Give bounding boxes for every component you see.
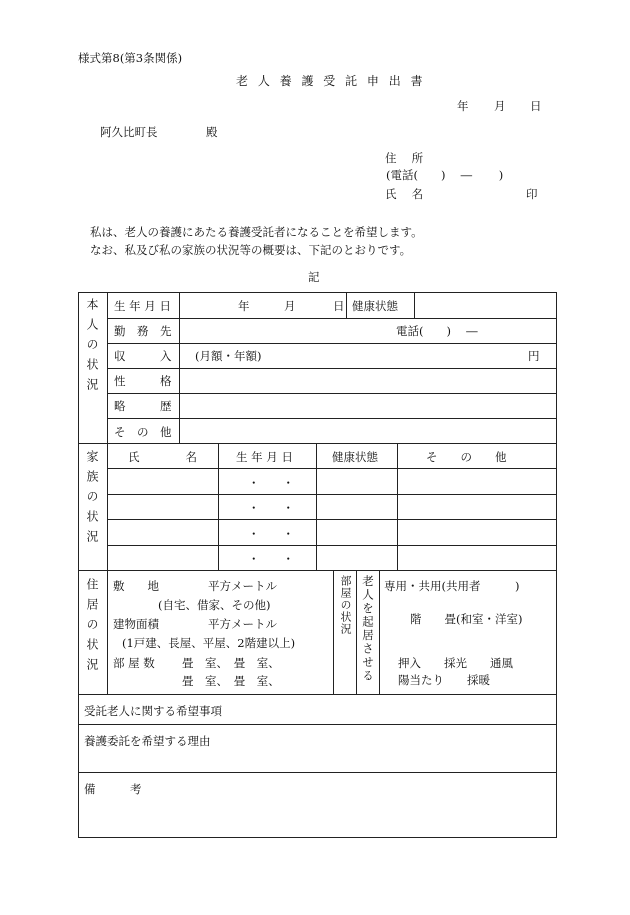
other-field[interactable] [184, 420, 544, 440]
room-state-heading: 部屋の状況 [339, 575, 352, 635]
character-label: 性 格 [114, 374, 172, 388]
room-features-1: 押入 採光 通風 [398, 656, 513, 670]
site-unit: 平方メートル [208, 579, 277, 593]
other-label: そ の 他 [114, 425, 172, 439]
work-phone: 電話( ) ― [396, 324, 478, 338]
work-field[interactable] [184, 320, 384, 340]
rooms-label: 部 屋 数 [113, 656, 155, 670]
income-hint: (月額・年額) [195, 349, 262, 363]
remarks-label: 備 考 [84, 782, 142, 796]
family-row-4-birth: ・ ・ [248, 552, 294, 566]
family-row-3-birth: ・ ・ [248, 527, 294, 541]
family-row-1-birth: ・ ・ [248, 476, 294, 490]
family-col-birth: 生 年 月 日 [236, 450, 293, 464]
wishes-label: 受託老人に関する希望事項 [84, 704, 222, 718]
self-heading: 本人の状況 [85, 298, 99, 398]
form-number: 様式第8(第3条関係) [78, 51, 183, 65]
addressee: 阿久比町長 [100, 125, 158, 139]
room-floor: 階 畳(和室・洋室) [410, 612, 523, 626]
history-label: 略 歴 [114, 399, 172, 413]
birth-label: 生 年 月 日 [114, 299, 171, 313]
family-col-health: 健康状態 [332, 450, 378, 464]
work-label: 勤 務 先 [114, 324, 172, 338]
character-field[interactable] [184, 370, 544, 390]
address-label: 住 所 [385, 151, 424, 165]
building-types: (1戸建、長屋、平屋、2階建以上) [122, 636, 296, 650]
housing-heading: 住居の状況 [85, 578, 99, 678]
rooms-line-1: 畳 室、 畳 室、 [182, 656, 280, 670]
history-field[interactable] [184, 395, 544, 415]
health-label: 健康状態 [352, 299, 398, 313]
income-label: 収 入 [114, 349, 172, 363]
room-features-2: 陽当たり 採暖 [398, 673, 490, 687]
family-heading: 家族の状況 [85, 450, 99, 550]
date-month: 月 [494, 99, 506, 113]
form-title: 老 人 養 護 受 託 申 出 書 [236, 74, 426, 88]
rooms-line-2: 畳 室、 畳 室、 [182, 674, 280, 688]
building-label: 建物面積 [113, 617, 159, 631]
date-day: 日 [530, 99, 542, 113]
seal-mark: 印 [526, 187, 538, 201]
birth-month: 月 [284, 299, 296, 313]
date-year: 年 [457, 99, 469, 113]
income-unit: 円 [528, 349, 540, 363]
honorific: 殿 [206, 125, 218, 139]
body-line-2: なお、私及び私の家族の状況等の概要は、下記のとおりです。 [90, 243, 412, 257]
health-field[interactable] [420, 296, 550, 314]
birth-year: 年 [238, 299, 250, 313]
elder-room-heading: 老人を起居させる [361, 575, 375, 683]
reason-label: 養護委託を希望する理由 [84, 734, 211, 748]
body-line-1: 私は、老人の養護にあたる養護受託者になることを希望します。 [90, 225, 423, 239]
site-options: (自宅、借家、その他) [158, 598, 271, 612]
family-row-2-birth: ・ ・ [248, 501, 294, 515]
phone-line: (電話( ) ― ) [386, 168, 504, 182]
family-col-other: そ の 他 [426, 450, 507, 464]
building-unit: 平方メートル [208, 617, 277, 631]
birth-day: 日 [333, 299, 345, 313]
site-label: 敷 地 [113, 579, 159, 593]
ki-mark: 記 [308, 270, 320, 284]
room-shared: 専用・共用(共用者 ) [384, 579, 520, 593]
name-label: 氏 名 [385, 187, 424, 201]
family-col-name: 氏 名 [128, 450, 197, 464]
